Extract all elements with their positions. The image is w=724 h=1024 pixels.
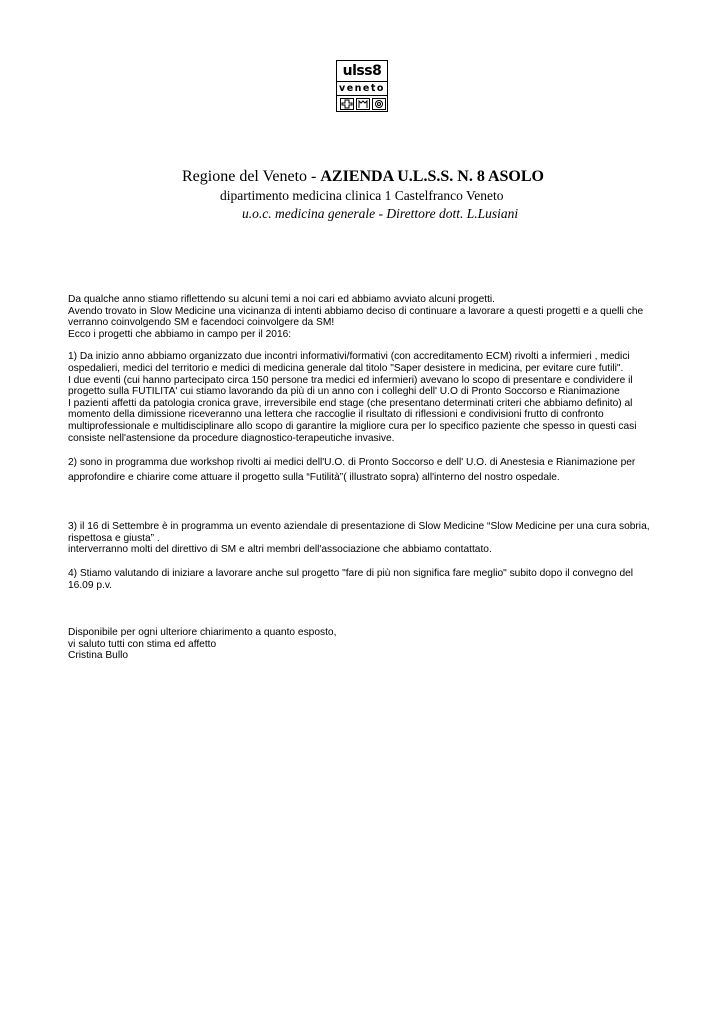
item1-paragraph: 1) Da inizio anno abbiamo organizzato due incontri informativi/formativi (con accreditamento ECM) rivolti a infermieri , medici ospedalieri, medici del territorio e medici di medicina generale dal titolo "Saper desistere in medicina, per evitare cure futili". xyxy=(68,351,630,374)
intro-line: Da qualche anno stiamo riflettendo su alcuni temi a noi cari ed abbiamo avviato alcuni progetti. xyxy=(68,294,495,305)
logo-icons xyxy=(340,98,384,110)
closing-line: Disponibile per ogni ulteriore chiarimento a quanto esposto, xyxy=(68,627,337,639)
header-title xyxy=(182,168,544,186)
item2-paragraph: 2) sono in programma due workshop rivolti ai medici dell'U.O. di Pronto Soccorso e dell' U.O. di Anestesia e Rianimazione per approfondire e chiarire come attuare il progetto sulla “Futilità”( illustrato sopra) all'interno del nostro ospedale. xyxy=(68,457,636,484)
hospital-icon xyxy=(356,98,370,110)
header-region: Regione del Veneto - xyxy=(182,168,321,185)
header-azienda: AZIENDA U.L.S.S. N. 8 ASOLO xyxy=(320,168,544,185)
item1-paragraph: I pazienti affetti da patologia cronica grave, irreversibile end stage (che presentano determinati criteri che abbiamo definito) al momento della dimissione riceveranno una lettera che raccoglie il risultato di riflessioni e condivisioni frutto di confronto multiprofessionale e multidisciplinare allo scopo di garantire la migliore cura per lo specifico paziente che spesso in questi casi consiste nell'astensione da procedure diagnostico-terapeutiche invasive. xyxy=(68,397,637,444)
logo-mid-text: veneto xyxy=(337,81,387,96)
letter-body xyxy=(68,294,658,662)
item1-paragraph: I due eventi (cui hanno partecipato circa 150 persone tra medici ed infermieri) avevano lo scopo di presentare e condividere il progetto sulla FUTILITA' cui stiamo lavorando da più di un anno con i colleghi dell' U.O di Pronto Soccorso e Rianimazione xyxy=(68,374,633,398)
intro-line: Ecco i progetti che abbiamo in campo per il 2016: xyxy=(68,328,292,340)
header-unit: u.o.c. medicina generale - Direttore dott. L.Lusiani xyxy=(242,206,519,221)
logo-top-text: ulss8 xyxy=(342,63,382,79)
cross-icon xyxy=(340,98,354,110)
header-department: dipartimento medicina clinica 1 Castelfranco Veneto xyxy=(220,188,504,203)
closing-line: vi saluto tutti con stima ed affetto xyxy=(68,638,217,650)
item4-paragraph: 4) Stiamo valutando di iniziare a lavorare anche sul progetto "fare di più non significa fare meglio" subito dopo il convegno del 16.09 p.v. xyxy=(68,567,634,591)
item3-paragraph: interverranno molti del direttivo di SM e altri membri dell'associazione che abbiamo contattato. xyxy=(68,544,492,556)
ulss-logo xyxy=(336,60,388,112)
intro-line: Avendo trovato in Slow Medicine una vicinanza di intenti abbiamo deciso di continuare a lavorare a questi progetti e a quelli che verranno coinvolgendo SM e facendoci coinvolgere da SM! xyxy=(68,305,644,329)
item3-paragraph: 3) il 16 di Settembre è in programma un evento aziendale di presentazione di Slow Medicine “Slow Medicine per una cura sobria, rispettosa e giusta” . xyxy=(68,521,650,544)
signature: Cristina Bullo xyxy=(68,650,129,662)
spiral-icon xyxy=(372,98,386,110)
